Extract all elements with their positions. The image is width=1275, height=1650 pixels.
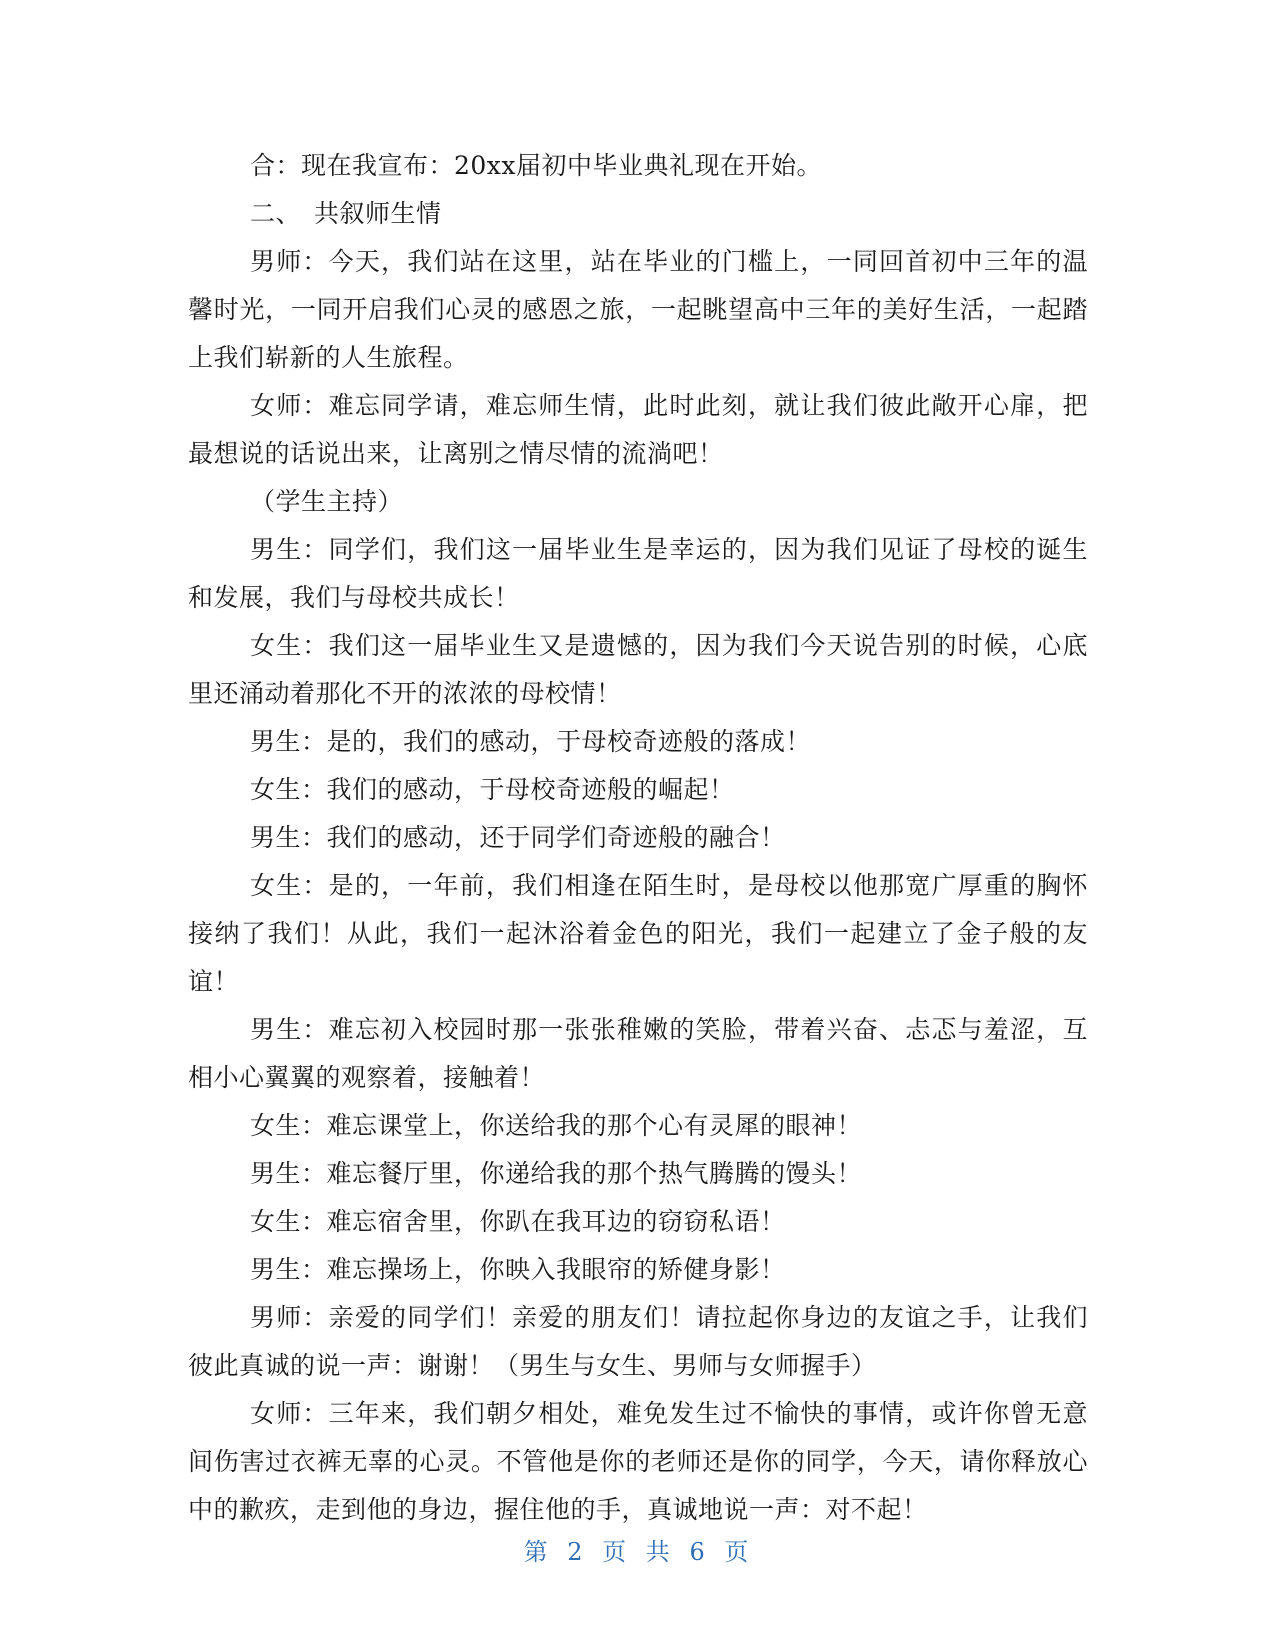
document-body [188,142,1088,1534]
page-number-footer: 第 2 页 共 6 页 [523,1538,752,1566]
paragraph: 合：现在我宣布：20xx届初中毕业典礼现在开始。 [250,151,823,180]
paragraph: 男师：亲爱的同学们！亲爱的朋友们！请拉起你身边的友谊之手，让我们彼此真诚的说一声：谢谢！（男生与女生、男师与女师握手） [188,1303,1088,1380]
paragraph: 女生：我们这一届毕业生又是遗憾的，因为我们今天说告别的时候，心底里还涌动着那化不开的浓浓的母校情！ [188,631,1088,708]
paragraph: 男生：同学们，我们这一届毕业生是幸运的，因为我们见证了母校的诞生和发展，我们与母校共成长！ [188,535,1088,612]
paragraph: 男生：我们的感动，还于同学们奇迹般的融合！ [250,823,786,852]
paragraph: 男生：是的，我们的感动，于母校奇迹般的落成！ [250,727,812,756]
paragraph: 女师：三年来，我们朝夕相处，难免发生过不愉快的事情，或许你曾无意间伤害过衣裤无辜的心灵。不管他是你的老师还是你的同学，今天，请你释放心中的歉疚，走到他的身边，握住他的手，真诚地说一声：对不起！ [188,1399,1088,1524]
stage-direction: （学生主持） [250,487,404,516]
section-heading: 二、 共叙师生情 [250,199,442,228]
paragraph: 男生：难忘餐厅里，你递给我的那个热气腾腾的馒头！ [250,1159,863,1188]
paragraph: 女生：是的，一年前，我们相逢在陌生时，是母校以他那宽广厚重的胸怀接纳了我们！从此，我们一起沐浴着金色的阳光，我们一起建立了金子般的友谊！ [188,871,1088,996]
paragraph: 女生：我们的感动，于母校奇迹般的崛起！ [250,775,735,804]
paragraph: 女师：难忘同学请，难忘师生情，此时此刻，就让我们彼此敞开心扉，把最想说的话说出来，让离别之情尽情的流淌吧！ [188,391,1088,468]
paragraph: 男生：难忘初入校园时那一张张稚嫩的笑脸，带着兴奋、忐忑与羞涩，互相小心翼翼的观察着，接触着！ [188,1015,1088,1092]
paragraph: 男生：难忘操场上，你映入我眼帘的矫健身影！ [250,1255,786,1284]
paragraph: 女生：难忘宿舍里，你趴在我耳边的窃窃私语！ [250,1207,786,1236]
paragraph: 女生：难忘课堂上，你送给我的那个心有灵犀的眼神！ [250,1111,863,1140]
paragraph: 男师：今天，我们站在这里，站在毕业的门槛上，一同回首初中三年的温馨时光，一同开启我们心灵的感恩之旅，一起眺望高中三年的美好生活，一起踏上我们崭新的人生旅程。 [188,247,1088,372]
